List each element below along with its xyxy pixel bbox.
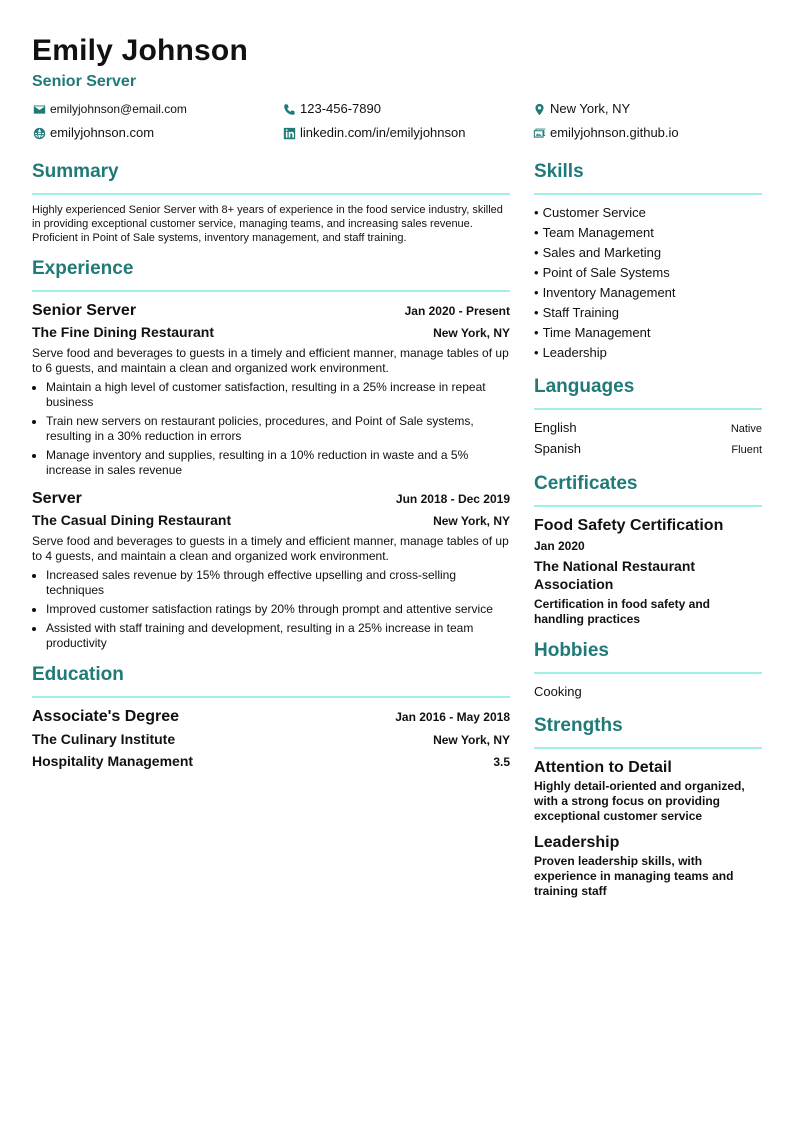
education-field: Hospitality Management <box>32 753 194 769</box>
job-company: The Casual Dining Restaurant <box>32 512 232 528</box>
skill-item: • Leadership <box>534 345 607 360</box>
contact-location-text: New York, NY <box>550 101 631 116</box>
education-heading: Education <box>32 663 510 698</box>
summary-text: Highly experienced Senior Server with 8+ years of experience in the food service industry, skilled in providing exceptional customer service, managing teams, and increasing sales revenue. Proficient in Point of Sale systems, inventory management, and staff training. <box>32 204 503 244</box>
skill-item: • Point of Sale Systems <box>534 265 670 280</box>
languages-heading: Languages <box>534 375 762 410</box>
skills-heading: Skills <box>534 160 762 195</box>
contact-linkedin[interactable] <box>282 124 532 142</box>
linkedin-icon <box>282 126 296 140</box>
resume-page <box>32 34 762 898</box>
left-column <box>32 160 510 911</box>
job-entry <box>32 488 510 651</box>
job-title: Server <box>32 490 82 507</box>
skill-item: • Sales and Marketing <box>534 245 662 260</box>
contact-email-text: emilyjohnson@email.com <box>50 102 187 116</box>
hobbies-heading: Hobbies <box>534 639 762 674</box>
job-description: Serve food and beverages to guests in a timely and efficient manner, manage tables of up to 4 guests, and maintain a clean and organized work environment. <box>32 534 509 563</box>
strengths-section <box>534 714 762 899</box>
language-level: Native <box>730 423 762 435</box>
achievement-item: • Maintain a high level of customer satisfaction, resulting in a 25% increase in repeat business <box>46 380 510 410</box>
language-name: English <box>534 420 577 435</box>
achievement-item: • Improved customer satisfaction ratings by 20% through prompt and attentive service <box>46 602 510 617</box>
experience-section <box>32 257 510 651</box>
contact-portfolio[interactable] <box>532 124 762 142</box>
language-item <box>534 418 762 439</box>
email-icon <box>32 102 46 116</box>
job-location: New York, NY <box>433 514 510 528</box>
achievement-item: • Manage inventory and supplies, resulting in a 10% reduction in waste and a 5% increase in sales revenue <box>46 448 510 478</box>
strength-description: Proven leadership skills, with experience in managing teams and training staff <box>534 854 734 898</box>
portfolio-icon <box>532 126 546 140</box>
certificates-heading: Certificates <box>534 472 762 507</box>
education-section <box>32 663 510 772</box>
contact-email[interactable] <box>32 100 282 118</box>
strength-description: Highly detail-oriented and organized, with a strong focus on providing exceptional customer service <box>534 779 745 823</box>
strengths-heading: Strengths <box>534 714 762 749</box>
achievement-item: • Assisted with staff training and development, resulting in a 25% increase in team productivity <box>46 621 510 651</box>
skill-item: • Time Management <box>534 325 651 340</box>
experience-heading: Experience <box>32 257 510 292</box>
hobby-item: Cooking <box>534 684 582 699</box>
job-description: Serve food and beverages to guests in a timely and efficient manner, manage tables of up to 6 guests, and maintain a clean and organized work environment. <box>32 346 509 375</box>
phone-icon <box>282 102 296 116</box>
education-institution: The Culinary Institute <box>32 731 176 747</box>
skills-section <box>534 160 762 363</box>
candidate-title: Senior Server <box>32 73 137 90</box>
summary-section <box>32 160 510 245</box>
contact-phone-text: 123-456-7890 <box>300 101 381 116</box>
job-date: Jan 2020 - Present <box>404 304 510 318</box>
contact-website-text: emilyjohnson.com <box>50 125 155 140</box>
contact-portfolio-text: emilyjohnson.github.io <box>550 125 679 140</box>
location-icon <box>532 102 546 116</box>
certificates-section <box>534 472 762 627</box>
certificate-name: Food Safety Certification <box>534 517 724 534</box>
certificate-organization: The National Restaurant Association <box>534 558 696 592</box>
contact-linkedin-text: linkedin.com/in/emilyjohnson <box>300 125 466 140</box>
skill-item: • Staff Training <box>534 305 619 320</box>
hobbies-section <box>534 639 762 702</box>
language-name: Spanish <box>534 441 581 456</box>
job-date: Jun 2018 - Dec 2019 <box>395 492 510 506</box>
contact-website[interactable] <box>32 124 282 142</box>
languages-section <box>534 375 762 460</box>
strength-name: Leadership <box>534 834 620 851</box>
skill-item: • Team Management <box>534 225 654 240</box>
achievement-item: • Increased sales revenue by 15% through effective upselling and cross-selling techniques <box>46 568 510 598</box>
education-degree: Associate's Degree <box>32 708 179 725</box>
education-date: Jan 2016 - May 2018 <box>395 710 510 724</box>
job-location: New York, NY <box>433 326 510 340</box>
education-gpa: 3.5 <box>493 755 510 769</box>
skill-item: • Customer Service <box>534 205 646 220</box>
job-achievements <box>32 380 510 478</box>
contact-location <box>532 100 762 118</box>
certificate-description: Certification in food safety and handling practices <box>534 597 711 626</box>
job-title: Senior Server <box>32 302 137 319</box>
contact-info <box>32 100 762 142</box>
summary-heading: Summary <box>32 160 510 195</box>
job-achievements <box>32 568 510 651</box>
achievement-item: • Train new servers on restaurant policies, procedures, and Point of Sale systems, resulting in a 30% reduction in errors <box>46 414 510 444</box>
globe-icon <box>32 126 46 140</box>
contact-phone[interactable] <box>282 100 532 118</box>
education-location: New York, NY <box>433 733 510 747</box>
skill-item: • Inventory Management <box>534 285 676 300</box>
job-entry <box>32 300 510 478</box>
job-company: The Fine Dining Restaurant <box>32 324 215 340</box>
candidate-name: Emily Johnson <box>32 34 248 67</box>
strength-name: Attention to Detail <box>534 759 672 776</box>
language-item <box>534 439 762 460</box>
resume-columns <box>32 160 762 911</box>
language-level: Fluent <box>731 444 762 456</box>
right-column <box>534 160 762 911</box>
certificate-date: Jan 2020 <box>534 539 585 553</box>
